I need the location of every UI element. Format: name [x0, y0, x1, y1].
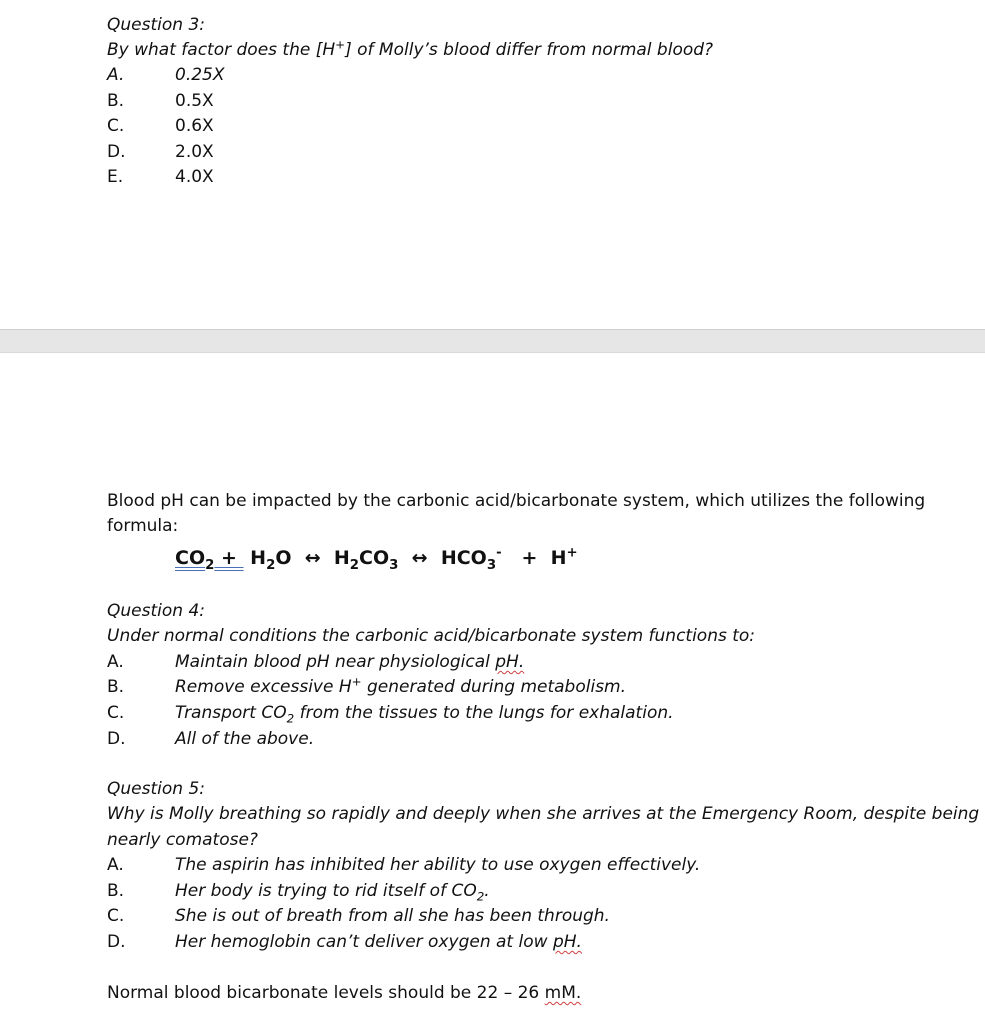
q3-option-d-text: 2.0X — [175, 142, 214, 162]
q5-option-a-text: The aspirin has inhibited her ability to use oxygen effectively. — [175, 855, 701, 875]
eq-hplus: H — [550, 547, 567, 569]
eq-plus-2: + — [521, 547, 538, 569]
q5-option-d-text — [175, 931, 582, 953]
q5-heading: Question 5: — [107, 779, 205, 799]
q3-prompt-sup: + — [335, 37, 346, 52]
q4-option-c-text — [175, 702, 674, 724]
q4-heading: Question 4: — [107, 601, 205, 621]
q5-option-b-sub: 2 — [476, 889, 485, 904]
eq-co2 — [175, 547, 244, 573]
q3-heading: Question 3: — [107, 15, 205, 35]
q5-option-b-part1: Her body is trying to rid itself of CO — [175, 881, 477, 901]
q3-option-e-letter: E. — [107, 167, 124, 187]
eq-h2-sub: 2 — [349, 557, 360, 573]
q3-prompt-part2: ] of Molly’s blood differ from normal blood? — [345, 40, 714, 60]
q5-option-b-letter: B. — [107, 881, 125, 901]
eq-co3: CO — [359, 547, 390, 569]
q4-prompt: Under normal conditions the carbonic acid/bicarbonate system functions to: — [107, 626, 756, 646]
q3-option-b-text: 0.5X — [175, 91, 214, 111]
q4-option-b-part2: generated during metabolism. — [361, 677, 627, 697]
bicarbonate-note — [107, 982, 581, 1004]
page-break-divider — [0, 329, 985, 353]
eq-hco-sup: - — [496, 545, 502, 561]
eq-co-sub: 2 — [205, 557, 215, 573]
q5-prompt-line-1: Why is Molly breathing so rapidly and deeply when she arrives at the Emergency Room, despite being — [107, 804, 980, 824]
q4-option-a-body: Maintain blood pH near physiological — [175, 652, 496, 672]
q3-option-c-letter: C. — [107, 116, 125, 136]
q3-option-a-letter: A. — [107, 65, 125, 85]
eq-o: O — [275, 547, 292, 569]
q5-option-d-letter: D. — [107, 932, 126, 952]
intro-line-2: formula: — [107, 516, 179, 536]
q4-option-a-spell-word: pH. — [495, 652, 525, 672]
q3-prompt-part1: By what factor does the [H — [107, 40, 336, 60]
eq-h: H — [250, 547, 267, 569]
eq-arrow-2: ↔ — [411, 547, 428, 569]
q3-prompt — [107, 39, 713, 61]
q3-option-d-letter: D. — [107, 142, 126, 162]
q5-prompt-line-2: nearly comatose? — [107, 830, 258, 850]
q4-option-b-part1: Remove excessive H — [175, 677, 352, 697]
q4-option-a-text — [175, 651, 524, 673]
q4-option-c-part2: from the tissues to the lungs for exhalation. — [294, 703, 674, 723]
bicarbonate-note-unit: mM. — [544, 983, 582, 1003]
q4-option-c-letter: C. — [107, 703, 125, 723]
eq-h2: H — [333, 547, 350, 569]
eq-arrow-1: ↔ — [304, 547, 321, 569]
equation — [175, 545, 578, 571]
q4-option-c-part1: Transport CO — [175, 703, 287, 723]
q4-option-d-letter: D. — [107, 729, 126, 749]
eq-co3-sub: 3 — [389, 557, 399, 573]
q3-option-b-letter: B. — [107, 91, 125, 111]
q5-option-d-spell-word: pH. — [552, 932, 582, 952]
q4-option-b-sup: + — [351, 674, 362, 689]
q3-option-c-text: 0.6X — [175, 116, 214, 136]
q5-option-d-body: Her hemoglobin can’t deliver oxygen at low — [175, 932, 553, 952]
bicarbonate-note-text: Normal blood bicarbonate levels should be 22 – 26 — [107, 983, 545, 1003]
eq-plus-1: + — [214, 547, 244, 569]
q5-option-a-letter: A. — [107, 855, 124, 875]
eq-h-sub: 2 — [266, 557, 276, 573]
intro-line-1: Blood pH can be impacted by the carbonic acid/bicarbonate system, which utilizes the following — [107, 491, 926, 511]
eq-co: CO — [175, 547, 206, 569]
eq-hco: HCO — [440, 547, 487, 569]
q4-option-d-text: All of the above. — [175, 729, 315, 749]
q5-option-b-text — [175, 880, 490, 902]
q4-option-b-letter: B. — [107, 677, 125, 697]
q3-option-e-text: 4.0X — [175, 167, 214, 187]
q5-option-b-part2: . — [484, 881, 490, 901]
q4-option-a-letter: A. — [107, 652, 124, 672]
eq-hplus-sup: + — [566, 545, 578, 561]
q5-option-c-letter: C. — [107, 906, 125, 926]
q4-option-b-text — [175, 676, 626, 698]
eq-hco-sub: 3 — [486, 557, 497, 573]
q5-option-c-text: She is out of breath from all she has been through. — [175, 906, 610, 926]
q4-option-c-sub: 2 — [286, 711, 295, 726]
q3-option-a-text: 0.25X — [175, 65, 225, 85]
